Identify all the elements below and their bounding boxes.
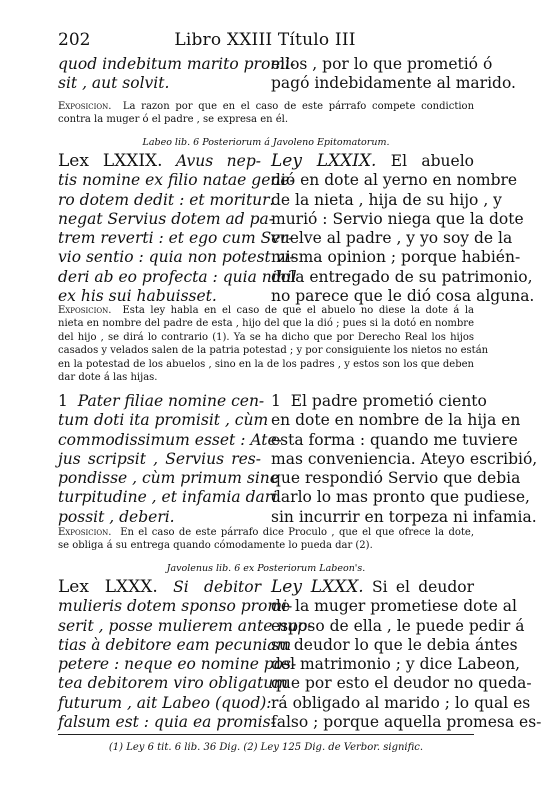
text-line [58,392,265,411]
lex-79 [58,151,535,306]
text-line: del matrimonio ; y dice Labeon, [271,655,521,674]
text-line: deri ab eo profecta : quia nihil [58,267,297,286]
text-fragment: En el caso de este párrafo dice Proculo , que el que ofrece la dote, [120,527,475,538]
text-line: mulieris dotem sponso promi- [58,597,293,616]
running-title: Libro XXIII Título III [174,30,356,50]
text-line: serit , posse mulierem ante nup- [58,616,313,635]
footnote: (1) Ley 6 tit. 6 lib. 36 Dig. (2) Ley 125 Dig. de Verbor. signific. [108,742,424,753]
spanish-column [271,577,541,732]
paragraph-number: 1 [271,392,281,410]
text-line: que por esto el deudor no queda- [271,674,532,693]
text-line: dar dote á las hijas. [58,372,158,384]
footnote-rule [58,734,474,735]
text-line: su deudor lo que le debia ántes [271,635,518,654]
text-line [271,392,487,411]
text-line: pondisse , cùm primum sine [58,469,279,488]
page-header [58,30,472,50]
exposition-label: Exposicion. [58,305,112,316]
lex-80 [58,577,541,732]
text-line: en la potestad de los abuelos , sino en la de los padres , y estos son los que deben [58,358,474,370]
latin-column [58,392,282,527]
text-line: nieta en nombre del padre de esta , hijo del que la dió ; pues si la dotó en nombre [58,318,474,330]
text-line: rá obligado al marido ; lo qual es [271,693,531,712]
text-line: vio sentio : quia non potest vi- [58,248,295,267]
text-line: de la muger prometiese dote al [271,597,517,616]
text-line: quod indebitum marito promi- [58,55,296,73]
spanish-column [271,55,516,94]
text-line [58,578,261,597]
exposition-label: Exposicion. [58,527,112,538]
text-line: contra la muger ó el padre , se expresa en él. [58,114,289,126]
text-line: ex his sui habuisset. [58,287,217,306]
exposition-label: Exposicion. [58,101,112,112]
text-fragment: Si debitor [173,578,261,596]
text-line: turpitudine , et infamia dari [58,488,278,507]
text-line: esposo de ella , le puede pedir á [271,616,525,635]
text-line: de la nieta , hija de su hijo , y [271,190,502,209]
paragraph-number: 1 [58,392,68,410]
text-line: dió en dote al yerno en nombre [271,171,518,190]
ley-heading: Ley LXXIX. [271,151,377,171]
source-citation-1: Labeo lib. 6 Posteriorum á Javoleno Epitomatorum. [142,137,390,148]
text-fragment: Si el deudor [372,578,474,596]
text-line: falsum est : quia ea promis- [58,713,276,732]
text-fragment: Avus nep- [175,152,261,170]
text-line: en dote en nombre de la hija en [271,411,521,430]
text-line: futurum , ait Labeo (quod): [58,693,272,712]
text-line: tum doti ita promisit , cùm [58,411,269,430]
latin-column [58,151,297,306]
text-line: casados y velados salen de la patria potestad ; y por consiguiente los nietos no están [58,345,489,357]
text-line: del hijo , se dirá lo contrario (1). Ya se ha dicho que por Derecho Real los hijos [58,331,474,343]
text-line: esta forma : quando me tuviere [271,430,518,449]
text-line: vuelve al padre , y yo soy de la [271,229,513,248]
text-fragment: Pater filiae nomine cen- [77,392,265,410]
text-line: possit , deberi. [58,507,175,526]
spanish-column [271,392,538,527]
text-line: misma opinion ; porque habién- [271,248,521,267]
source-citation-2: Javolenus lib. 6 ex Posteriorum Labeon's. [166,563,366,574]
paragraph-1 [58,392,538,527]
text-line: murió : Servio niega que la dote [271,209,524,228]
text-fragment: El padre prometió ciento [290,392,487,410]
text-line [58,100,474,113]
exposition-1 [58,100,474,127]
text-line: pagó indebidamente al marido. [271,74,516,93]
latin-column [58,577,313,732]
text-line: tis nomine ex filio natae gene- [58,171,295,190]
text-line: ro dotem dedit : et moritur: [58,190,275,209]
exposition-3 [58,526,474,553]
text-fragment: Esta ley habla en el caso de que el abuelo no diese la dote á la [122,305,475,316]
text-fragment: El abuelo [390,152,474,170]
lex-heading: Lex LXXIX. [58,151,163,171]
text-line: tias à debitore eam pecuniam [58,635,292,654]
text-line: se obliga á su entrega quando cómodamente lo pueda dar (2). [58,540,373,552]
text-line: jus scripsit , Servius res- [58,449,261,468]
text-line [271,152,474,171]
text-line: que respondió Servio que debia [271,469,521,488]
text-line: tea debitorem viro obligatum [58,674,288,693]
text-line [58,152,261,171]
text-line: sit , aut solvit. [58,74,170,93]
text-line: trem reverti : et ego cum Ser- [58,229,294,248]
page-number: 202 [58,30,91,50]
text-line [58,526,474,539]
text-line: no parece que le dió cosa alguna. [271,287,535,306]
spanish-column [271,151,535,306]
text-line: ellos , por lo que prometió ó [271,55,493,73]
lex-heading: Lex LXXX. [58,577,158,597]
text-line: sin incurrir en torpeza ni infamia. [271,507,537,526]
text-line: petere : neque eo nomine pos- [58,655,297,674]
text-line: falso ; porque aquella promesa es- [271,713,541,732]
text-line: commodissimum esset : Ate- [58,430,282,449]
text-line [58,304,474,317]
exposition-2 [58,304,489,384]
text-line: negat Servius dotem ad pa- [58,209,275,228]
ley-heading: Ley LXXX. [271,577,364,597]
top-continuation [58,55,516,94]
text-line: dola entregado de su patrimonio, [271,267,533,286]
latin-column [58,55,296,94]
text-line: darlo lo mas pronto que pudiese, [271,488,530,507]
text-fragment: La razon por que en el caso de este párrafo compete condiction [122,101,475,112]
text-line [271,578,474,597]
text-line: mas conveniencia. Ateyo escribió, [271,449,538,468]
